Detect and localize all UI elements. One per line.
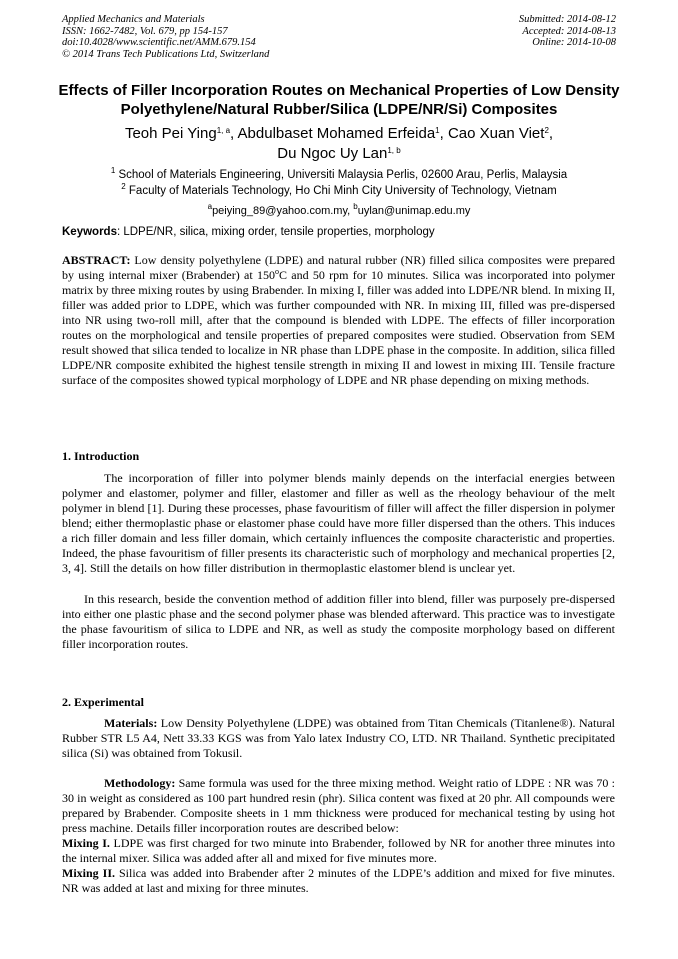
author-sup: 1, a xyxy=(216,126,231,135)
abstract-paragraph xyxy=(62,253,615,388)
journal-info xyxy=(62,14,269,60)
affiliation-text: Faculty of Materials Technology, Ho Chi Minh City University of Technology, Vietnam xyxy=(128,185,557,197)
author-emails xyxy=(60,202,618,217)
methodology-text: Same formula was used for the three mixing method. Weight ratio of LDPE : NR was 70 : 30 in weight as considered as 100 part hundred resin (phr). Silica content was fixed at 20 phr. All compounds were prepared by Brabender. Composite sheets in 1 mm thickness were produced for mechanical testing by using hot press machine. Details filler incorporation routes are described below: xyxy=(62,776,615,835)
keywords-label: Keywords xyxy=(62,226,117,238)
journal-doi[interactable]: doi:10.4028/www.scientific.net/AMM.679.154 xyxy=(62,37,256,48)
journal-issn: ISSN: 1662-7482, Vol. 679, pp 154-157 xyxy=(62,25,228,37)
methodology-paragraph xyxy=(62,776,615,836)
affiliation xyxy=(40,183,638,199)
keywords xyxy=(62,226,618,238)
email-sup: b xyxy=(353,202,358,211)
degree-sup: o xyxy=(274,267,279,276)
methodology-label: Methodology: xyxy=(104,776,176,790)
affiliation-sup: 2 xyxy=(121,182,126,191)
journal-name: Applied Mechanics and Materials xyxy=(62,14,205,25)
introduction-body xyxy=(62,471,615,652)
materials-paragraph xyxy=(62,716,615,761)
experimental-body xyxy=(62,716,615,896)
author-list xyxy=(60,124,618,164)
keywords-text: : LDPE/NR, silica, mixing order, tensile properties, morphology xyxy=(116,226,435,238)
mixing-1-text: LDPE was first charged for two minute into Brabender, followed by NR for another three minutes into the internal mixer. Silica was added after all and mixed for five minutes more. xyxy=(62,836,615,865)
paper-title: Effects of Filler Incorporation Routes on Mechanical Properties of Low Density Polyethylene/Natural Rubber/Silica (LDPE/NR/Si) Composites xyxy=(58,82,620,118)
abstract-text: C and 50 rpm for 10 minutes. Silica was incorporated into polymer matrix by three mixing routes by using Brabender. In mixing I, filler was added into LDPE/NR blend. In mixing II, filler was added prior to LDPE, which was further compounded with NR. In mixing III, filled was pre-dispersed into NR using two-roll mill, after that the compound is blended with LDPE. The effects of filler incorporation routes on the morphological and tensile properties of prepared composites were studied. Observation from SEM result showed that silica tended to localize in NR phase than LDPE phase in the composite. In addition, silica filled LDPE/NR composite exhibited the highest tensile strength in mixing II and lowest in mixing III. Tensile fracture surface of the composites showed typical morphology of LDPE and NR phase depending on mixing methods. xyxy=(62,268,615,387)
author-separator: , xyxy=(230,125,238,142)
journal-copyright: © 2014 Trans Tech Publications Ltd, Switzerland xyxy=(62,48,270,60)
introduction-paragraph: In this research, beside the convention method of addition filler into blend, filler was purposely pre-dispersed into either one plastic phase and the second polymer phase was blended afterward. This practice was to investigate the phase favouritism of silica to LDPE and NR, as well as study the composite morphology based on different filler incorporation routes. xyxy=(62,592,615,651)
introduction-paragraph: The incorporation of filler into polymer blends mainly depends on the interfacial energies between polymer and elastomer, polymer and filler, elastomer and filler as well as the rheology behaviour of the melt polymer in blend [1]. During these processes, phase favouritism of filler will affect the filler dispersion in polymer blend; either thermoplastic phase or elastomer phase could have more filler dispersed than the others. This induces a rich filler domain and less filler domain, which certainly influences the composite characteristic and properties. Indeed, the phase favouritism of filler presents its characteristic such of morphology and mechanical properties [2, 3, 4]. Still the details on how filler distribution in thermoplastic elastomer blend is unclear yet. xyxy=(62,471,615,575)
email-sup: a xyxy=(207,202,213,211)
mixing-2-text: Silica was added into Brabender after 2 minutes of the LDPE’s addition and mixed for five minutes. NR was added at last and mixing for three minutes. xyxy=(62,866,615,895)
affiliation-sup: 1 xyxy=(110,166,116,175)
affiliation-text: School of Materials Engineering, Universiti Malaysia Perlis, 02600 Arau, Perlis, Malaysia xyxy=(118,169,568,181)
materials-label: Materials: xyxy=(104,716,158,730)
affiliations xyxy=(40,167,638,199)
abstract-text: Low density polyethylene (LDPE) and natural rubber (NR) filled silica composites were prepared by using internal mixer (Brabender) at 150 xyxy=(62,253,615,282)
submitted-date: Submitted: 2014-08-12 xyxy=(518,14,616,25)
materials-text: Low Density Polyethylene (LDPE) was obtained from Titan Chemicals (Titanlene®). Natural Rubber STR L5 A4, Nett 33.33 KGS was from Yalo latex Industry CO, LTD. NR Thailand. Synthetic precipitated silica (Si) was obtained from Tokusil. xyxy=(62,716,615,760)
section-heading-introduction: 1. Introduction xyxy=(62,449,140,463)
author-separator: , xyxy=(548,125,554,142)
email-address[interactable]: peiying_89@yahoo.com.my, xyxy=(212,205,354,217)
author-name: Du Ngoc Uy Lan xyxy=(277,145,388,162)
submission-dates xyxy=(519,14,616,49)
email-address[interactable]: uylan@unimap.edu.my xyxy=(357,205,471,217)
online-date: Online: 2014-10-08 xyxy=(532,37,616,48)
author-name: Teoh Pei Ying xyxy=(124,125,217,142)
mixing-1-paragraph xyxy=(62,836,615,866)
author-sup: 1 xyxy=(435,126,440,135)
affiliation xyxy=(40,167,638,183)
abstract-label: ABSTRACT: xyxy=(62,253,131,267)
author-name: Abdulbaset Mohamed Erfeida xyxy=(237,125,436,142)
accepted-date: Accepted: 2014-08-13 xyxy=(522,25,616,37)
author-sup: 1, b xyxy=(387,146,401,155)
mixing-2-paragraph xyxy=(62,866,615,896)
mixing-1-label: Mixing I. xyxy=(62,836,110,850)
author-name: Cao Xuan Viet xyxy=(447,125,545,142)
section-heading-experimental: 2. Experimental xyxy=(62,695,144,709)
author-sup: 2 xyxy=(544,126,549,135)
mixing-2-label: Mixing II. xyxy=(62,866,115,880)
abstract xyxy=(62,253,615,388)
author-separator: , xyxy=(439,125,448,142)
